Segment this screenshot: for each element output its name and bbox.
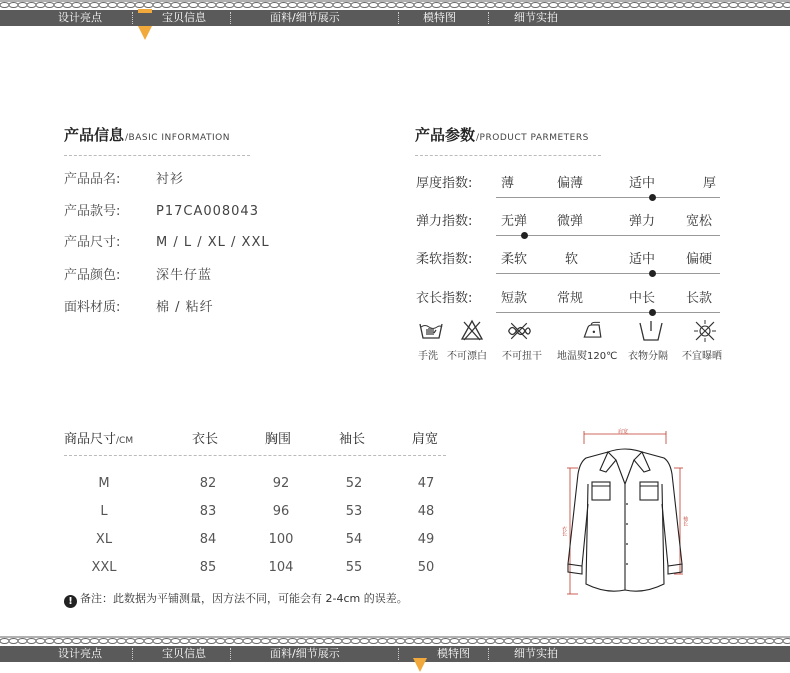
param-option: 中长 (629, 291, 656, 306)
param-option: 长款 (686, 291, 713, 306)
param-option: 软 (565, 252, 579, 267)
nav-tab-info[interactable]: 宝贝信息 (162, 647, 206, 660)
basic-info-title (64, 124, 230, 145)
size-cell: XXL (91, 560, 117, 575)
info-row-style-no (64, 200, 259, 219)
col-header: 胸围 (265, 432, 292, 447)
nav-separator (398, 12, 399, 24)
table-cell: 85 (199, 560, 217, 575)
nav-tab-model[interactable]: 模特图 (423, 11, 456, 24)
col-header: 衣长 (192, 432, 219, 447)
param-option: 偏硬 (686, 252, 713, 267)
param-option: 弹力 (629, 214, 656, 229)
info-label: 产品颜色: (64, 268, 121, 283)
nav-tab-info[interactable]: 宝贝信息 (162, 11, 206, 24)
param-option: 柔软 (501, 252, 528, 267)
param-scale-line (496, 235, 720, 236)
param-option: 宽松 (686, 214, 713, 229)
note-text: 备注：此数据为平铺测量，因方法不同，可能会有 2-4cm 的误差。 (80, 592, 408, 605)
table-cell: 83 (199, 504, 217, 519)
param-selected-dot (521, 232, 528, 239)
nav-separator (230, 648, 231, 660)
chain-border (0, 636, 790, 646)
table-cell: 100 (268, 532, 294, 547)
separate-wash-icon (638, 318, 664, 344)
top-nav-strip (0, 10, 790, 26)
no-bleach-icon (459, 318, 485, 344)
nav-tab-design[interactable]: 设计亮点 (58, 647, 102, 660)
param-option: 偏薄 (557, 176, 584, 191)
size-cell: L (100, 504, 108, 519)
table-cell: 47 (417, 476, 435, 491)
param-label: 衣长指数: (416, 291, 473, 306)
nav-separator (230, 12, 231, 24)
table-cell: 55 (345, 560, 363, 575)
param-option: 无弹 (501, 214, 528, 229)
nav-tab-design[interactable]: 设计亮点 (58, 11, 102, 24)
basic-info-title-text: 产品信息 (64, 126, 125, 144)
divider (64, 155, 250, 156)
info-label: 产品品名: (64, 172, 121, 187)
bottom-nav-strip (0, 646, 790, 662)
nav-tab-details[interactable]: 细节实拍 (514, 647, 558, 660)
hand-wash-icon (418, 318, 444, 344)
no-sun-dry-icon (692, 318, 718, 344)
param-option: 常规 (557, 291, 584, 306)
nav-tab-fabric[interactable]: 面料/细节展示 (270, 647, 340, 660)
params-title (415, 124, 589, 145)
params-title-en: /PRODUCT PARMETERS (476, 133, 589, 143)
info-value: M / L / XL / XXL (156, 235, 270, 250)
active-tab-pointer-icon (413, 658, 427, 672)
size-title-text: 商品尺寸 (64, 432, 117, 447)
param-selected-dot (649, 270, 656, 277)
table-cell: 48 (417, 504, 435, 519)
nav-tab-fabric[interactable]: 面料/细节展示 (270, 11, 340, 24)
param-scale-line (496, 312, 720, 313)
divider (64, 455, 446, 456)
table-cell: 84 (199, 532, 217, 547)
bottom-nav-bar (0, 636, 790, 662)
shirt-buttons (626, 503, 628, 565)
shirt-outline (568, 449, 682, 591)
care-label: 不可扭干 (502, 351, 542, 362)
size-table-title (64, 428, 133, 447)
nav-separator (132, 648, 133, 660)
length-label: 衣长 (561, 526, 567, 536)
param-selected-dot (649, 194, 656, 201)
param-option: 微弹 (557, 214, 584, 229)
param-option: 薄 (501, 176, 515, 191)
size-cell: M (98, 476, 110, 491)
table-cell: 54 (345, 532, 363, 547)
param-scale-line (496, 273, 720, 274)
col-header: 肩宽 (412, 432, 439, 447)
table-cell: 96 (272, 504, 290, 519)
info-label: 产品款号: (64, 204, 121, 219)
care-label: 地温熨120℃ (557, 351, 618, 362)
nav-separator (398, 648, 399, 660)
top-nav-bar (0, 0, 790, 26)
info-label: 面料材质: (64, 300, 121, 315)
shirt-measure-diagram (556, 424, 694, 602)
basic-info-title-en: /BASIC INFORMATION (125, 133, 230, 143)
info-value: 棉 / 粘纤 (156, 300, 214, 315)
param-selected-dot (649, 309, 656, 316)
info-row-material (64, 296, 214, 315)
nav-separator (488, 648, 489, 660)
param-label: 柔软指数: (416, 252, 473, 267)
params-title-text: 产品参数 (415, 126, 476, 144)
nav-separator (132, 12, 133, 24)
param-option: 短款 (501, 291, 528, 306)
nav-tab-details[interactable]: 细节实拍 (514, 11, 558, 24)
info-value: P17CA008043 (156, 204, 259, 219)
care-label: 衣物分隔 (628, 351, 668, 362)
table-cell: 104 (268, 560, 294, 575)
size-unit: /CM (116, 436, 134, 446)
nav-tab-model[interactable]: 模特图 (437, 647, 470, 660)
active-tab-pointer-icon (138, 26, 152, 40)
active-tab-marker (138, 9, 152, 13)
nav-separator (488, 12, 489, 24)
warning-icon: ! (64, 595, 77, 608)
shoulder-label: 肩宽 (618, 429, 629, 435)
info-value: 衬衫 (156, 172, 185, 187)
table-cell: 82 (199, 476, 217, 491)
care-label: 手洗 (418, 351, 438, 362)
low-iron-icon (580, 318, 606, 344)
care-label: 不宜曝晒 (682, 351, 722, 362)
table-cell: 53 (345, 504, 363, 519)
param-label: 弹力指数: (416, 214, 473, 229)
table-cell: 92 (272, 476, 290, 491)
param-option: 厚 (703, 176, 717, 191)
param-option: 适中 (629, 252, 656, 267)
size-cell: XL (95, 532, 113, 547)
table-cell: 49 (417, 532, 435, 547)
table-cell: 50 (417, 560, 435, 575)
care-label: 不可漂白 (447, 351, 487, 362)
info-label: 产品尺寸: (64, 235, 121, 250)
no-wring-icon (506, 318, 532, 344)
chain-border (0, 0, 790, 10)
info-row-size (64, 231, 270, 250)
param-option: 适中 (629, 176, 656, 191)
size-note (64, 590, 408, 608)
info-value: 深牛仔蓝 (156, 268, 213, 283)
param-label: 厚度指数: (416, 176, 473, 191)
col-header: 袖长 (339, 432, 366, 447)
info-row-color (64, 264, 212, 283)
param-scale-line (496, 197, 720, 198)
info-row-name (64, 168, 184, 187)
table-cell: 52 (345, 476, 363, 491)
sleeve-label: 袖长 (682, 516, 688, 526)
divider (415, 155, 601, 156)
